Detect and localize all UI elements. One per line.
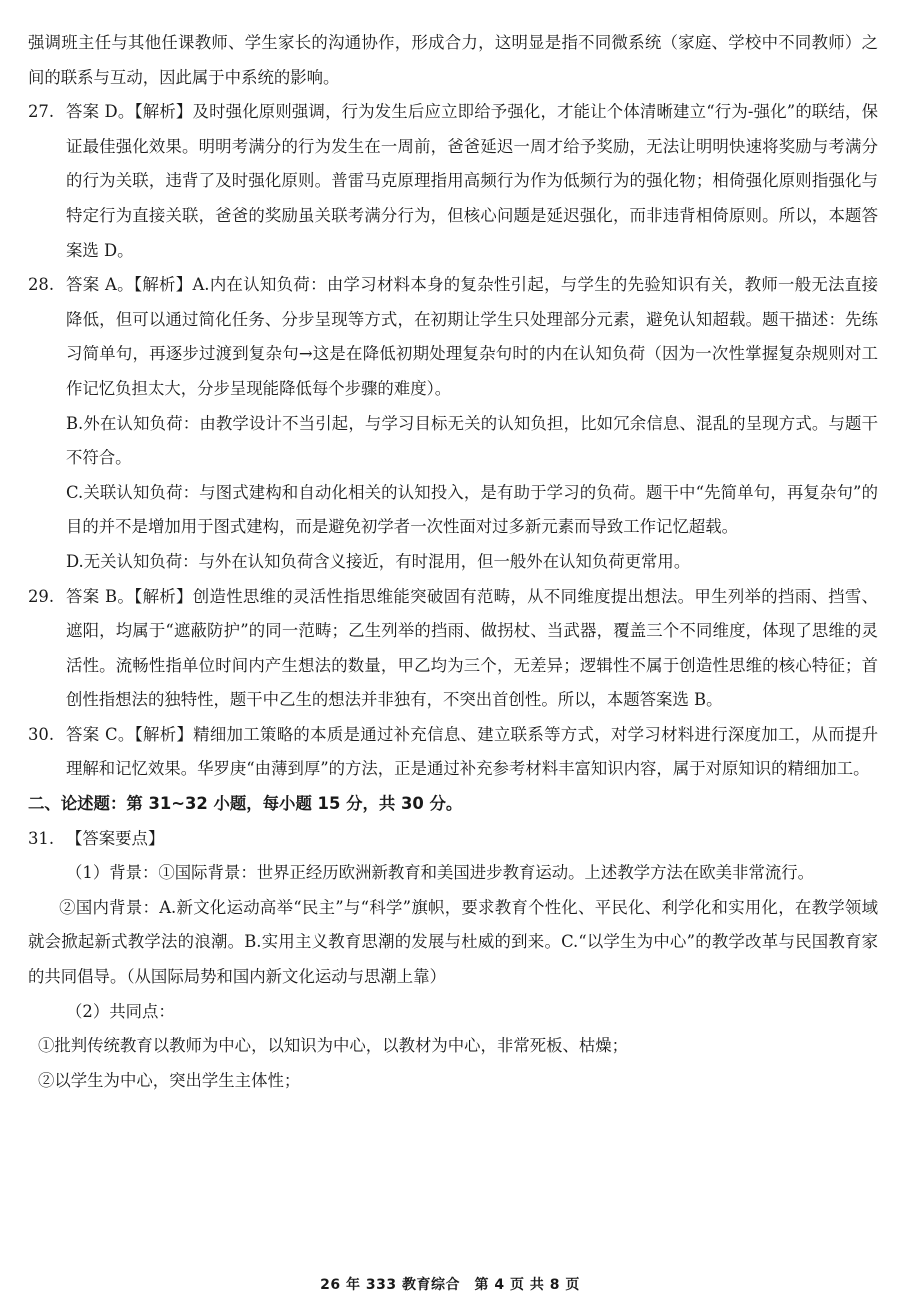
common-points-title: （2）共同点： [66,1001,175,1021]
answer-item-31 [28,822,878,857]
page-content [28,26,878,1098]
background-line: （1）背景：①国际背景：世界正经历欧洲新教育和美国进步教育运动。上述教学方法在欧美非常流行。 [66,863,815,883]
answer-points-label: 【答案要点】 [66,828,165,848]
domestic-background: ②国内背景：A.新文化运动高举“民主”与“科学”旗帜，要求教育个性化、平民化、利学化和实用化，在教学领域就会掀起新式教学法的浪潮。B.实用主义教育思潮的发展与杜威的到来。C.“以学生为中心”的教学改革与民国教育家的共同倡导。（从国际局势和国内新文化运动与思潮上靠） [28,897,878,987]
item-paragraph: C.关联认知负荷：与图式建构和自动化相关的认知投入，是有助于学习的负荷。题干中“先简单句，再复杂句”的目的并不是增加用于图式建构，而是避免初学者一次性面对过多新元素而导致工作记忆超载。 [66,482,878,537]
item-paragraph: D.无关认知负荷：与外在认知负荷含义接近，有时混用，但一般外在认知负荷更常用。 [66,551,691,571]
answer-item-29 [28,580,878,718]
item-paragraph: 答案 D。【解析】及时强化原则强调，行为发生后应立即给予强化，才能让个体清晰建立“行为-强化”的联结，保证最佳强化效果。明明考满分的行为发生在一周前，爸爸延迟一周才给予奖励，无法让明明快速将奖励与考满分的行为关联，违背了及时强化原则。普雷马克原理指用高频行为作为低频行为的强化物；相倚强化原则指强化与特定行为直接关联，爸爸的奖励虽关联考满分行为，但核心问题是延迟强化，而非违背相倚原则。所以，本题答案选 D。 [66,102,878,260]
common-point: ②以学生为中心，突出学生主体性； [38,1070,301,1090]
item-body [66,580,878,718]
item-number: 29. [28,586,55,606]
item-paragraph: 答案 C。【解析】精细加工策略的本质是通过补充信息、建立联系等方式，对学习材料进行深度加工，从而提升理解和记忆效果。华罗庚“由薄到厚”的方法，正是通过补充参考材料丰富知识内容，属于对原知识的精细加工。 [66,724,878,779]
item-number: 31. [28,828,55,848]
item-number: 30. [28,724,55,744]
item-paragraph: 答案 B。【解析】创造性思维的灵活性指思维能突破固有范畴，从不同维度提出想法。甲生列举的挡雨、挡雪、遮阳，均属于“遮蔽防护”的同一范畴；乙生列举的挡雨、做拐杖、当武器，覆盖三个不同维度，体现了思维的灵活性。流畅性指单位时间内产生想法的数量，甲乙均为三个，无差异；逻辑性不属于创造性思维的核心特征；首创性指想法的独特性，题干中乙生的想法并非独有，不突出首创性。所以，本题答案选 B。 [66,586,878,710]
item-body [66,718,878,787]
item-body [66,268,878,579]
page-footer: 26 年 333 教育综合 第 4 页 共 8 页 [320,1277,580,1293]
section-heading: 二、论述题：第 31~32 小题，每小题 15 分，共 30 分。 [28,794,463,814]
answer-item-28 [28,268,878,579]
item-paragraph: B.外在认知负荷：由教学设计不当引起，与学习目标无关的认知负担，比如冗余信息、混乱的呈现方式。与题干不符合。 [66,413,878,468]
answer-item-27 [28,95,878,268]
item-body [66,95,878,268]
item-body [66,822,878,857]
intro-paragraph: 强调班主任与其他任课教师、学生家长的沟通协作，形成合力，这明显是指不同微系统（家庭、学校中不同教师）之间的联系与互动，因此属于中系统的影响。 [28,33,878,87]
item-number: 28. [28,275,55,295]
item-number: 27. [28,102,55,122]
item-paragraph: 答案 A。【解析】A.内在认知负荷：由学习材料本身的复杂性引起，与学生的先验知识有关，教师一般无法直接降低，但可以通过简化任务、分步呈现等方式，在初期让学生只处理部分元素，避免认知超载。题干描述：先练习简单句，再逐步过渡到复杂句→这是在降低初期处理复杂句时的内在认知负荷（因为一次性掌握复杂规则对工作记忆负担太大，分步呈现能降低每个步骤的难度）。 [66,275,878,398]
common-point: ①批判传统教育以教师为中心，以知识为中心，以教材为中心，非常死板、枯燥； [38,1036,629,1056]
answer-item-30 [28,718,878,787]
